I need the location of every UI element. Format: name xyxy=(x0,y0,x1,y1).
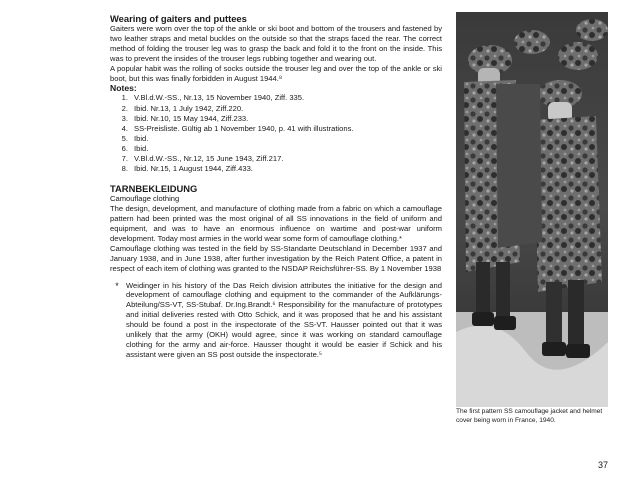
note-number: 3. xyxy=(121,113,128,123)
paragraph: Camouflage clothing was tested in the field by SS-Standarte Deutschland in December 1937 and January 1938, and in June 1938, after further investigation by the Reich Patent Office, a patent in respect of each item of clothing was granted to the NSDAP Reichsführer-SS. By 1 November 1938 xyxy=(110,243,442,273)
paragraph: Gaiters were worn over the top of the ankle or ski boot and bottom of the trousers and fastened by two leather straps and metal buckles on the outside so that the straps faced the rear. The correct method of folding the trouser leg was to grasp the back and fold it to the front on the inside. This was to prevent the insides of the trouser legs rubbing together and wearing out. xyxy=(110,24,442,63)
note-text: Ibid. Nr.10, 15 May 1944, Ziff.233. xyxy=(134,113,249,123)
footnote-text: Weidinger in his history of the Das Reich division attributes the initiative for the design and development of camouflage clothing and equipment to the commander of the Aufklärungs-Abteilung/SS-VT, SS-Stubaf. Dr.Ing.Brandt.⁶ Responsibility for the manufacture of prototypes and initial deliveries rested with Otto Schick, and it was proposed that he and his assistant should be found a post in the inspectorate of the SS-VT. Hausser pointed out that it was unlikely that the army (OKH) would agree, since it was working on standard camouflage clothing for the army and air-force. Hausser thought it would be easier if Schick and his assistant were given an SS post outside the inspectorate.⁵ xyxy=(126,280,442,359)
note-number: 5. xyxy=(121,133,128,143)
note-number: 7. xyxy=(121,154,128,163)
note-text: V.Bl.d.W.-SS., Nr.12, 15 June 1943, Ziff.217. xyxy=(134,154,284,163)
footnote-marker: * xyxy=(115,280,119,291)
note-item xyxy=(110,114,442,124)
soldiers-photo xyxy=(456,12,608,407)
paragraph: The design, development, and manufacture of clothing made from a fabric on which a camouflage pattern had been printed was the most original of all SS innovations in the field of uniform and equipment, and was to have an enormous influence on wartime and post-war uniform development. Today most armies in the world wear some form of camouflage clothing.* xyxy=(110,204,442,243)
section-heading-tarnbekleidung: TARNBEKLEIDUNG xyxy=(110,183,198,195)
note-text: Ibid. xyxy=(134,133,149,143)
paragraph: A popular habit was the rolling of socks outside the trouser leg and over the top of the ankle or ski boot, but this was finally forbidden in August 1944.⁸ xyxy=(110,63,442,83)
note-text: V.Bl.d.W.-SS., Nr.13, 15 November 1940, Ziff. 335. xyxy=(134,93,305,103)
footnote xyxy=(110,281,442,360)
note-item xyxy=(110,164,442,174)
note-text: SS-Preisliste. Gültig ab 1 November 1940, p. 41 with illustrations. xyxy=(134,123,354,133)
notes-list xyxy=(110,93,442,174)
note-number: 1. xyxy=(121,93,128,103)
notes-heading: Notes: xyxy=(110,83,137,94)
note-item xyxy=(110,154,442,164)
section-subheading: Camouflage clothing xyxy=(110,194,180,204)
note-item xyxy=(110,144,442,154)
note-number: 2. xyxy=(121,103,128,113)
note-text: Ibid. Nr.13, 1 July 1942, Ziff.220. xyxy=(134,103,244,113)
note-number: 8. xyxy=(121,164,128,174)
note-text: Ibid. Nr.15, 1 August 1944, Ziff.433. xyxy=(134,164,253,174)
photo-caption: The first pattern SS camouflage jacket and helmet cover being worn in France, 1940. xyxy=(456,408,603,424)
text-column xyxy=(110,13,442,360)
note-item xyxy=(110,134,442,144)
note-text: Ibid. xyxy=(134,143,149,153)
note-number: 4. xyxy=(121,123,128,133)
note-number: 6. xyxy=(121,143,128,153)
note-item xyxy=(110,124,442,134)
note-item xyxy=(110,93,442,103)
note-item xyxy=(110,104,442,114)
page-number: 37 xyxy=(598,460,609,470)
section-heading-gaiters: Wearing of gaiters and puttees xyxy=(110,13,247,24)
